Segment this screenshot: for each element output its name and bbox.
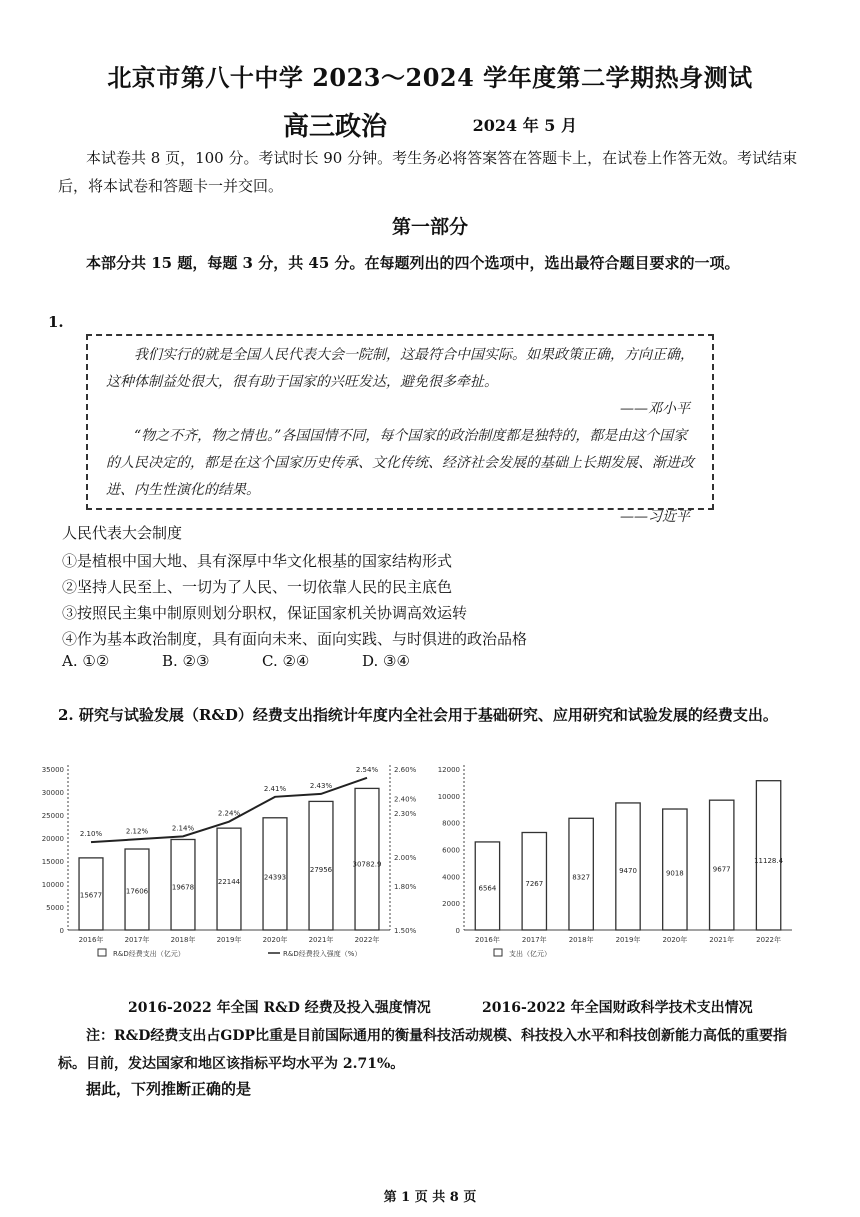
y-tick-label: 6000: [442, 846, 460, 855]
choice-b: B. ②③: [162, 652, 210, 670]
choice-d: D. ③④: [362, 652, 410, 670]
bar-value-label: 8327: [572, 873, 591, 882]
line-value-label: 2.14%: [171, 824, 195, 833]
legend-label: R&D经费支出（亿元）: [113, 950, 185, 958]
bar-value-label: 17606: [125, 887, 149, 896]
bar-value-label: 27956: [309, 866, 333, 875]
y-tick-label: 25000: [41, 812, 64, 820]
y2-tick-label: 1.50%: [394, 927, 417, 935]
bar-value-label: 9677: [712, 865, 731, 874]
x-tick-label: 2020年: [262, 936, 288, 944]
x-tick-label: 2016年: [475, 936, 500, 944]
part-title: 第一部分: [391, 216, 468, 238]
x-tick-label: 2016年: [78, 936, 104, 944]
choice-c: C. ②④: [262, 652, 310, 670]
exam-title: 北京市第八十中学 2023～2024 学年度第二学期热身测试: [107, 63, 753, 92]
y-tick-label: 20000: [41, 835, 64, 843]
option-2: ②坚持人民至上、一切为了人民、一切依靠人民的民主底色: [62, 578, 453, 596]
x-tick-label: 2018年: [568, 936, 594, 944]
bar-value-label: 30782.9: [352, 860, 382, 869]
quote-xi: “物之不齐，物之情也。”各国国情不同，每个国家的政治制度都是独特的，都是由这个国家的人民决定的，都是在这个国家历史传承、文化传统、经济社会发展的基础上长期发展、渐进改进、内生性演化的结果。: [106, 428, 694, 498]
legend-bar-swatch: [98, 949, 106, 956]
line-value-label: 2.41%: [263, 784, 287, 793]
y-tick-label: 12000: [437, 766, 460, 774]
option-3: ③按照民主集中制原则划分职权，保证国家机关协调高效运转: [62, 604, 468, 622]
y2-tick-label: 2.40%: [394, 795, 417, 804]
option-4: ④作为基本政治制度，具有面向未来、面向实践、与时俱进的政治品格: [62, 630, 528, 648]
bar-value-label: 22144: [217, 878, 241, 887]
x-tick-label: 2017年: [124, 936, 150, 944]
line-value-label: 2.54%: [355, 765, 379, 774]
y-tick-label: 0: [59, 927, 64, 935]
subject-label: 高三政治: [283, 112, 388, 142]
legend-label: R&D经费投入强度（%）: [283, 950, 362, 958]
y2-tick-label: 2.00%: [394, 853, 417, 862]
bar-value-label: 11128.4: [754, 856, 784, 865]
exam-date: 2024 年 5 月: [472, 116, 577, 135]
y-tick-label: 4000: [442, 873, 460, 882]
y2-tick-label: 2.30%: [394, 809, 417, 818]
line-value-label: 2.24%: [217, 809, 241, 818]
question-1-number: 1.: [48, 313, 64, 331]
quote-xi-author: ——习近平: [620, 509, 690, 525]
bar-value-label: 19678: [171, 883, 195, 892]
question-2-text: 2. 研究与试验发展（R&D）经费支出指统计年度内全社会用于基础研究、应用研究和试验发展的经费支出。: [58, 706, 778, 724]
bar-value-label: 24393: [263, 873, 287, 882]
choice-a: A. ①②: [62, 652, 110, 670]
legend-bar-swatch: [494, 949, 502, 956]
y-tick-label: 10000: [437, 792, 460, 801]
bar-value-label: 15677: [79, 891, 103, 900]
option-1: ①是植根中国大地、具有深厚中华文化根基的国家结构形式: [62, 552, 453, 570]
line-value-label: 2.43%: [309, 781, 333, 790]
y-tick-label: 30000: [41, 789, 64, 797]
quote-box: [86, 334, 714, 525]
x-tick-label: 2022年: [756, 936, 781, 944]
bar-value-label: 6564: [478, 884, 497, 893]
fiscal-science-chart: [432, 755, 802, 970]
y-tick-label: 15000: [41, 858, 64, 866]
question-2-prompt: 据此，下列推断正确的是: [86, 1080, 252, 1098]
x-tick-label: 2018年: [170, 936, 196, 944]
y-tick-label: 35000: [41, 766, 64, 774]
legend-label: 支出（亿元）: [509, 950, 551, 958]
x-tick-label: 2021年: [709, 936, 735, 944]
bar-value-label: 9018: [665, 869, 684, 878]
y-tick-label: 10000: [41, 881, 64, 889]
page-footer: 第 1 页 共 8 页: [383, 1190, 477, 1205]
exam-instructions: 本试卷共 8 页，100 分。考试时长 90 分钟。考生务必将答案答在答题卡上，在试卷上作答无效。考试结束后，将本试卷和答题卡一并交回。: [58, 149, 798, 195]
rd-expenditure-chart: [30, 755, 435, 970]
question-2-note: 注：R&D经费支出占GDP比重是目前国际通用的衡量科技活动规模、科技投入水平和科技创新能力高低的重要指标。目前，发达国家和地区该指标平均水平为 2.71%。: [58, 1028, 788, 1072]
quote-deng: 我们实行的就是全国人民代表大会一院制，这最符合中国实际。如果政策正确，方向正确，这种体制益处很大，很有助于国家的兴旺发达，避免很多牵扯。: [106, 347, 694, 390]
x-tick-label: 2019年: [216, 936, 242, 944]
bar-value-label: 9470: [619, 866, 637, 875]
chart-left-caption: 2016-2022 年全国 R&D 经费及投入强度情况: [128, 1000, 431, 1016]
y-tick-label: 0: [455, 927, 460, 935]
x-tick-label: 2022年: [354, 936, 380, 944]
chart-right-caption: 2016-2022 年全国财政科学技术支出情况: [482, 1000, 753, 1016]
bar-value-label: 7267: [525, 880, 544, 889]
x-tick-label: 2021年: [308, 936, 334, 944]
question-1-stem: 人民代表大会制度: [62, 524, 183, 542]
x-tick-label: 2019年: [615, 936, 641, 944]
line-value-label: 2.12%: [125, 827, 149, 836]
line-value-label: 2.10%: [79, 830, 103, 839]
x-tick-label: 2017年: [521, 936, 547, 944]
bar: [756, 781, 780, 930]
y2-tick-label: 1.80%: [394, 883, 417, 892]
y-tick-label: 5000: [46, 904, 64, 912]
answer-choices: [62, 652, 462, 670]
quote-deng-author: ——邓小平: [620, 401, 690, 417]
x-tick-label: 2020年: [662, 936, 688, 944]
y-tick-label: 2000: [442, 900, 460, 909]
y2-tick-label: 2.60%: [394, 766, 417, 774]
exam-subtitle: [0, 106, 860, 143]
part-instructions: 本部分共 15 题，每题 3 分，共 45 分。在每题列出的四个选项中，选出最符合题目要求的一项。: [86, 254, 740, 272]
bar: [355, 788, 379, 930]
y-tick-label: 8000: [442, 819, 460, 828]
